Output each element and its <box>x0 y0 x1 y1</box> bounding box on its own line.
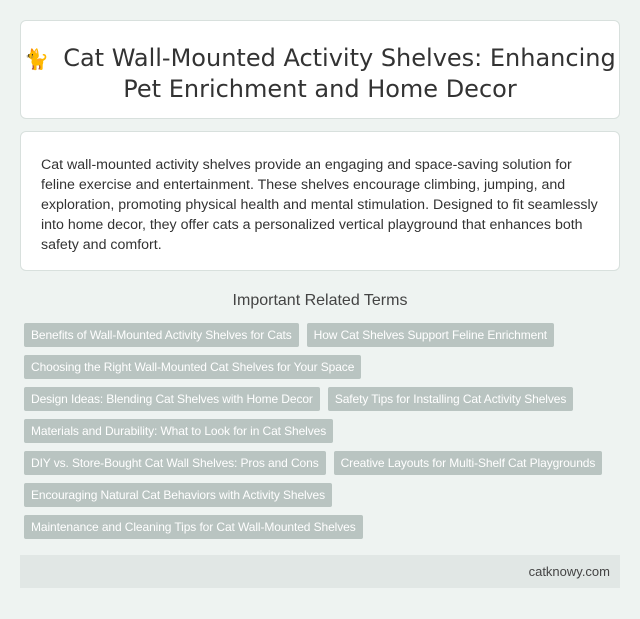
page-title <box>21 43 619 104</box>
tag-row <box>24 419 616 443</box>
related-term-tag[interactable]: Encouraging Natural Cat Behaviors with Activity Shelves <box>24 483 332 507</box>
related-term-tag[interactable]: Materials and Durability: What to Look for in Cat Shelves <box>24 419 333 443</box>
page-title-text: Cat Wall-Mounted Activity Shelves: Enhancing Pet Enrichment and Home Decor <box>63 44 616 103</box>
tag-row <box>24 483 616 507</box>
intro-paragraph: Cat wall-mounted activity shelves provide an engaging and space-saving solution for feline exercise and entertainment. These shelves encourage climbing, jumping, and exploration, promoting physical health and mental stimulation. Designed to fit seamlessly into home decor, they offer cats a personalized vertical playground that enhances both safety and comfort. <box>41 157 598 253</box>
related-term-tag[interactable]: DIY vs. Store-Bought Cat Wall Shelves: Pros and Cons <box>24 451 326 475</box>
related-term-tag[interactable]: Choosing the Right Wall-Mounted Cat Shelves for Your Space <box>24 355 361 379</box>
related-terms-list <box>24 323 616 547</box>
footer-site-link[interactable]: catknowy.com <box>528 564 610 579</box>
title-card <box>20 20 620 119</box>
footer <box>20 555 620 588</box>
tag-row <box>24 355 616 379</box>
related-term-tag[interactable]: Maintenance and Cleaning Tips for Cat Wall-Mounted Shelves <box>24 515 363 539</box>
tag-row <box>24 387 616 411</box>
related-term-tag[interactable]: Creative Layouts for Multi-Shelf Cat Playgrounds <box>334 451 603 475</box>
tag-row <box>24 323 616 347</box>
related-term-tag[interactable]: Design Ideas: Blending Cat Shelves with Home Decor <box>24 387 320 411</box>
related-term-tag[interactable]: Safety Tips for Installing Cat Activity Shelves <box>328 387 573 411</box>
related-term-tag[interactable]: Benefits of Wall-Mounted Activity Shelves for Cats <box>24 323 299 347</box>
tag-row <box>24 451 616 475</box>
tag-row <box>24 515 616 539</box>
cat-icon: 🐈 <box>24 47 50 71</box>
intro-card <box>20 131 620 271</box>
related-terms-heading: Important Related Terms <box>232 292 408 309</box>
related-term-tag[interactable]: How Cat Shelves Support Feline Enrichment <box>307 323 554 347</box>
